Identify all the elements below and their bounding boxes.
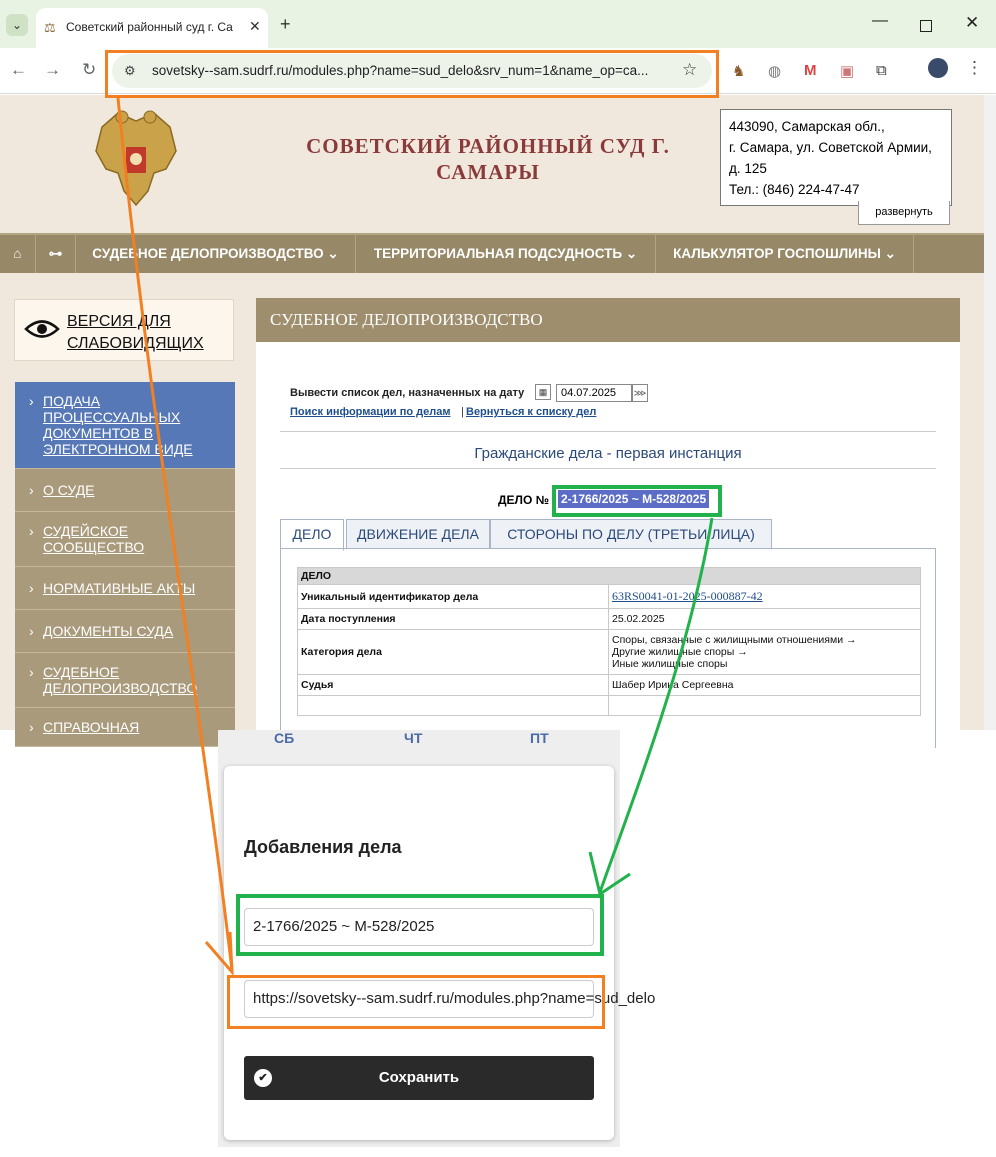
expand-button[interactable]: развернуть <box>858 201 950 225</box>
low-vision-label: СЛАБОВИДЯЩИХ <box>67 335 204 352</box>
address-line: 443090, Самарская обл., <box>729 119 885 134</box>
chevron-right-icon: › <box>29 523 34 539</box>
sidebar-item-label: НОРМАТИВНЫЕ АКТЫ <box>43 580 196 596</box>
weekday-label: СБ <box>274 730 295 746</box>
sidebar-item-label: ДОКУМЕНТЫ СУДА <box>43 623 174 639</box>
green-arrow <box>600 518 712 892</box>
globe-icon[interactable]: ◍ <box>768 63 782 80</box>
link-separator: | <box>461 406 464 418</box>
category-line: Другие жилищные споры → <box>612 646 748 658</box>
check-icon: ✔ <box>254 1069 272 1087</box>
chevron-right-icon: › <box>29 719 34 735</box>
row-value: 25.02.2025 <box>609 609 921 630</box>
save-label: Сохранить <box>378 1069 460 1086</box>
scales-favicon-icon: ⚖ <box>44 20 56 35</box>
nav-item-court-records[interactable]: СУДЕБНОЕ ДЕЛОПРОИЗВОДСТВО ⌄ <box>76 235 356 273</box>
case-number-field[interactable]: 2-1766/2025 ~ М-528/2025 <box>244 908 594 946</box>
url-field[interactable]: https://sovetsky--sam.sudrf.ru/modules.php?name=sud_delo <box>244 980 594 1018</box>
menu-icon[interactable]: ⋮ <box>966 58 983 77</box>
date-input[interactable]: 04.07.2025 <box>556 384 632 402</box>
cast-icon[interactable]: ▣ <box>840 63 855 80</box>
tab-case-movement[interactable]: ДВИЖЕНИЕ ДЕЛА <box>346 519 490 549</box>
phone-line: Тел.: (846) 224-47-47 <box>729 182 860 197</box>
row-key: Категория дела <box>298 630 609 675</box>
case-uid-link[interactable]: 63RS0041-01-2025-000887-42 <box>612 589 763 603</box>
tab-parties[interactable]: СТОРОНЫ ПО ДЕЛУ (ТРЕТЬИ ЛИЦА) <box>490 519 772 549</box>
row-key: Судья <box>298 675 609 696</box>
site-info-icon[interactable]: ⚙ <box>124 63 136 78</box>
puzzle-icon[interactable]: ⧉ <box>876 62 887 79</box>
back-to-list-link[interactable]: Вернуться к списку дел <box>466 406 597 418</box>
category-line: Иные жилищные споры <box>612 658 728 670</box>
forward-icon[interactable]: → <box>44 60 61 79</box>
dialog-title: Добавления дела <box>244 837 402 857</box>
sidebar-item-label: ПОДАЧА ПРОЦЕССУАЛЬНЫХ ДОКУМЕНТОВ В ЭЛЕКТРОННОМ ВИДЕ <box>43 393 193 457</box>
sidebar-item-label: СУДЕЙСКОЕ СООБЩЕСТВО <box>43 523 145 555</box>
address-line: д. 125 <box>729 161 767 176</box>
case-number[interactable]: 2-1766/2025 ~ М-528/2025 <box>558 490 709 508</box>
row-value: Шабер Ирина Сергеевна <box>609 675 921 696</box>
orange-arrow <box>118 98 232 970</box>
case-number-label: ДЕЛО № <box>498 493 550 507</box>
category-line: Споры, связанные с жилищными отношениями → <box>612 634 857 646</box>
instance-title: Гражданские дела - первая инстанция <box>474 445 742 462</box>
close-tab-icon[interactable]: ✕ <box>249 18 261 34</box>
date-go-icon[interactable]: ⋙ <box>632 384 648 402</box>
extension-icon[interactable]: ♞ <box>732 63 746 80</box>
chevron-right-icon: › <box>29 482 34 498</box>
low-vision-label: ВЕРСИЯ ДЛЯ <box>67 313 171 330</box>
sidebar-item-label: О СУДЕ <box>43 482 95 498</box>
search-cases-link[interactable]: Поиск информации по делам <box>290 406 451 418</box>
weekday-label: ЧТ <box>404 730 423 746</box>
green-arrowhead <box>590 852 630 894</box>
home-icon[interactable]: ⌂ <box>0 235 36 273</box>
tab-search-button[interactable]: ⌄ <box>6 14 28 36</box>
date-list-label: Вывести список дел, назначенных на дату <box>290 387 525 399</box>
row-key: Уникальный идентификатор дела <box>298 585 609 609</box>
sidebar-item-label: СПРАВОЧНАЯ <box>43 719 140 735</box>
address-line: г. Самара, ул. Советской Армии, <box>729 140 932 155</box>
minimize-icon[interactable]: — <box>872 12 888 29</box>
chevron-right-icon: › <box>29 580 34 596</box>
sitemap-icon[interactable]: ⊶ <box>36 235 76 273</box>
tab-case[interactable]: ДЕЛО <box>280 519 344 551</box>
table-section-header: ДЕЛО <box>298 568 921 585</box>
nav-item-jurisdiction[interactable]: ТЕРРИТОРИАЛЬНАЯ ПОДСУДНОСТЬ ⌄ <box>356 235 656 273</box>
new-tab-icon[interactable]: + <box>280 14 291 34</box>
chevron-right-icon: › <box>29 623 34 639</box>
weekday-label: ПТ <box>530 730 549 746</box>
row-key: Дата поступления <box>298 609 609 630</box>
tab-title: Советский районный суд г. Са <box>66 20 233 34</box>
court-title: СОВЕТСКИЙ РАЙОННЫЙ СУД Г. САМАРЫ <box>306 134 670 184</box>
back-icon[interactable]: ← <box>10 60 27 79</box>
reload-icon[interactable]: ↻ <box>82 60 97 79</box>
calendar-icon[interactable]: ▦ <box>535 384 551 400</box>
nav-item-fee-calculator[interactable]: КАЛЬКУЛЯТОР ГОСПОШЛИНЫ ⌄ <box>656 235 914 273</box>
window-close-icon[interactable]: ✕ <box>965 13 980 32</box>
chevron-right-icon: › <box>29 664 34 680</box>
star-icon[interactable]: ☆ <box>682 60 698 79</box>
sidebar-item-label: СУДЕБНОЕ ДЕЛОПРОИЗВОДСТВО <box>43 664 198 696</box>
url-text[interactable]: sovetsky--sam.sudrf.ru/modules.php?name=sud_delo&srv_num=1&name_op=ca... <box>152 63 649 78</box>
m-extension-icon[interactable]: M <box>804 62 817 79</box>
content-header: СУДЕБНОЕ ДЕЛОПРОИЗВОДСТВО <box>256 298 960 342</box>
chevron-right-icon: › <box>29 393 34 409</box>
